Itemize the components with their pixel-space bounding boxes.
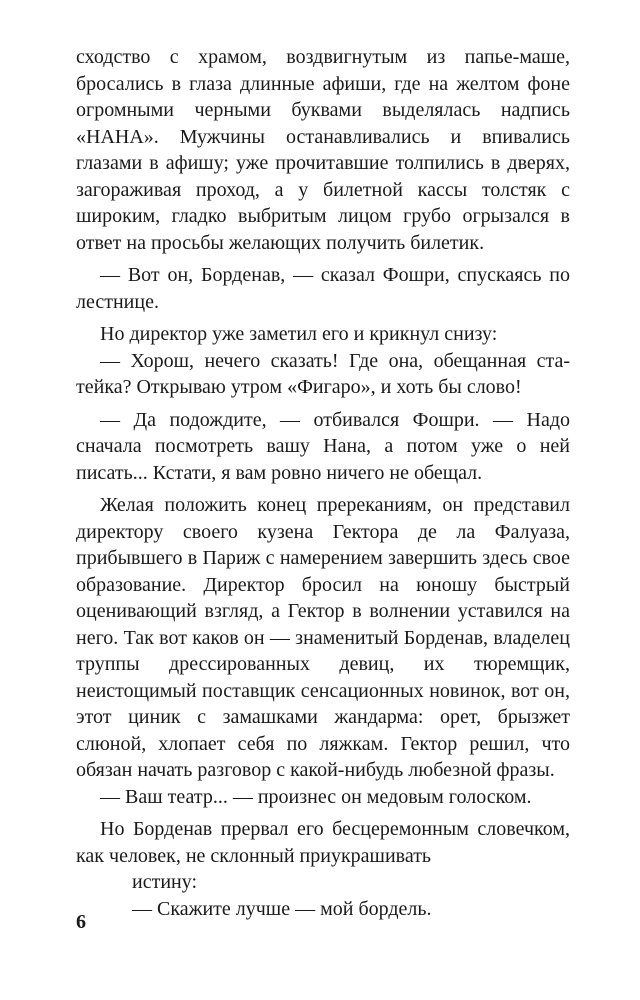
paragraph-fauchery-reply: — Да подождите, — отбивался Фошри. — Надо сначала посмотреть вашу Нана, а потом уже о ней писать... Кстати, я вам ровно ничего не обещал.: [76, 408, 570, 484]
page-number: 6: [76, 911, 86, 933]
paragraph-istina: истину:: [132, 871, 198, 893]
paragraph-hector-remark: — Ваш театр... — произнес он медовым голоском.: [100, 785, 532, 808]
paragraph-introduction-hector: Желая положить конец пререканиям, он представил директору своего кузена Гектора де ла Фалуаза, прибывшего в Париж с намерением завершить здесь свое образование. Директор бросил на юношу быстрый оценивающий взгляд, а Гектор в волнении уставился на него. Так вот каков он — знаменитый Борденав, владелец труппы дрессированных девиц, их тюремщик, неистощимый поставщик сенсационных новинок, вот он, этот циник с замашками жандарма: орет, брызжет слюной, хлопает себя по ляжкам. Гектор решил, что обязан начать разговор с какой-нибудь любезной фразы.: [76, 494, 570, 781]
paragraph-bordenave-retort: — Скажите лучше — мой бордель.: [132, 897, 432, 920]
paragraph-bordenave-interrupts: Но Борденав прервал его бесцеремонным словечком, как человек, не склонный приукрашивать: [76, 818, 570, 867]
book-page-text: [76, 44, 570, 922]
paragraph-director-reproach: — Хорош, нечего сказать! Где она, обещанная статейка? Открываю утром «Фигаро», и хоть бы слово!: [76, 349, 570, 398]
paragraph-director-noticed: Но директор уже заметил его и крикнул снизу:: [100, 323, 498, 345]
paragraph-theater-posters: сходство с храмом, воздвигнутым из папье-маше, бросались в глаза длинные афиши, где на желтом фоне огромными черными буквами выделялась надпись «НАНА». Мужчины останавливались и впивались глазами в афишу; уже прочитавшие толпились в дверях, загораживая проход, а у билетной кассы толстяк с широким, гладко выбритым лицом грубо огрызался в ответ на просьбы желающих получить билетик.: [76, 46, 570, 254]
paragraph-fauchery-line: — Вот он, Борденав, — сказал Фошри, спускаясь по лестнице.: [76, 264, 570, 313]
